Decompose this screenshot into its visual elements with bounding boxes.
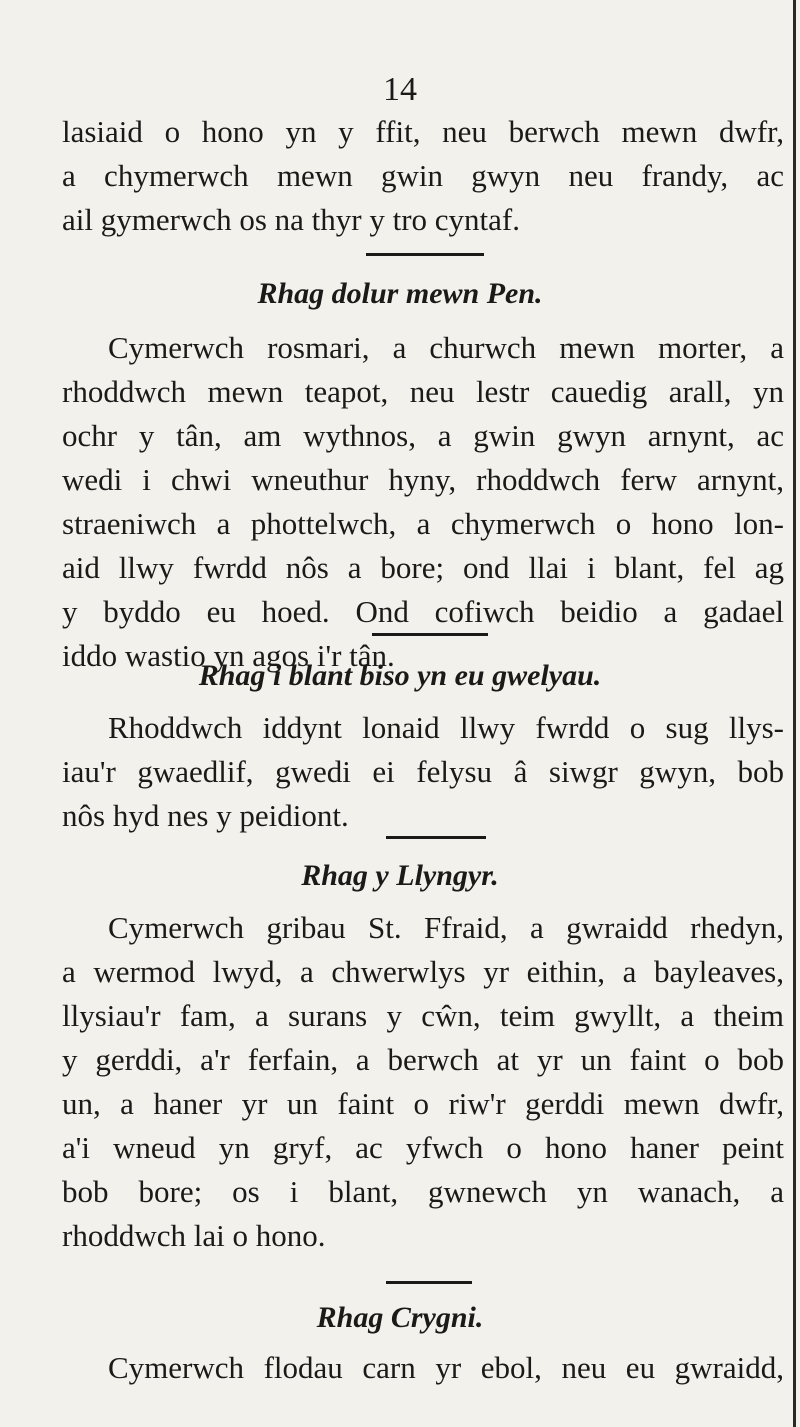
text-line: y byddo eu hoed. Ond cofiwch beidio a gadael bbox=[62, 594, 784, 629]
paragraph-3 bbox=[62, 706, 784, 838]
paragraph-5 bbox=[62, 1346, 784, 1390]
section-divider bbox=[372, 633, 488, 636]
text-line: rhoddwch mewn teapot, neu lestr cauedig arall, yn bbox=[62, 374, 784, 409]
paragraph-4 bbox=[62, 906, 784, 1258]
page-edge bbox=[793, 0, 796, 1427]
text-line: ochr y tân, am wythnos, a gwin gwyn arnynt, ac bbox=[62, 418, 784, 453]
text-line: a'i wneud yn gryf, ac yfwch o hono haner peint bbox=[62, 1130, 784, 1165]
section-divider bbox=[366, 253, 484, 256]
text-line: Cymerwch rosmari, a churwch mewn morter, a bbox=[108, 330, 784, 365]
text-line: rhoddwch lai o hono. bbox=[62, 1218, 326, 1253]
text-line: llysiau'r fam, a surans y cŵn, teim gwyllt, a theim bbox=[62, 998, 784, 1033]
text-line: bob bore; os i blant, gwnewch yn wanach, a bbox=[62, 1174, 784, 1209]
text-line: ail gymerwch os na thyr y tro cyntaf. bbox=[62, 202, 520, 237]
section-divider bbox=[386, 836, 486, 839]
section-heading: Rhag dolur mewn Pen. bbox=[257, 277, 543, 310]
text-line: y gerddi, a'r ferfain, a berwch at yr un faint o bob bbox=[62, 1042, 784, 1077]
text-line: iau'r gwaedlif, gwedi ei felysu â siwgr gwyn, bob bbox=[62, 754, 784, 789]
section-divider bbox=[386, 1281, 472, 1284]
text-line: nôs hyd nes y peidiont. bbox=[62, 798, 349, 833]
section-heading: Rhag y Llyngyr. bbox=[301, 859, 499, 892]
text-line: a chymerwch mewn gwin gwyn neu frandy, ac bbox=[62, 158, 784, 193]
paragraph-2 bbox=[62, 326, 784, 678]
text-line: iddo wastio yn agos i'r tân. bbox=[62, 638, 395, 673]
text-line: a wermod lwyd, a chwerwlys yr eithin, a bayleaves, bbox=[62, 954, 784, 989]
paragraph-1 bbox=[62, 110, 784, 242]
text-line: un, a haner yr un faint o riw'r gerddi mewn dwfr, bbox=[62, 1086, 784, 1121]
text-line: aid llwy fwrdd nôs a bore; ond llai i blant, fel ag bbox=[62, 550, 784, 585]
section-heading: Rhag i blant biso yn eu gwelyau. bbox=[198, 659, 602, 692]
text-line: Cymerwch flodau carn yr ebol, neu eu gwraidd, bbox=[108, 1350, 784, 1385]
page-number: 14 bbox=[383, 71, 417, 108]
text-line: Rhoddwch iddynt lonaid llwy fwrdd o sug llys- bbox=[108, 710, 784, 745]
text-line: lasiaid o hono yn y ffit, neu berwch mewn dwfr, bbox=[62, 114, 784, 149]
text-line: straeniwch a phottelwch, a chymerwch o hono lon- bbox=[62, 506, 784, 541]
section-heading: Rhag Crygni. bbox=[316, 1301, 484, 1334]
text-line: Cymerwch gribau St. Ffraid, a gwraidd rhedyn, bbox=[108, 910, 784, 945]
text-line: wedi i chwi wneuthur hyny, rhoddwch ferw arnynt, bbox=[62, 462, 784, 497]
